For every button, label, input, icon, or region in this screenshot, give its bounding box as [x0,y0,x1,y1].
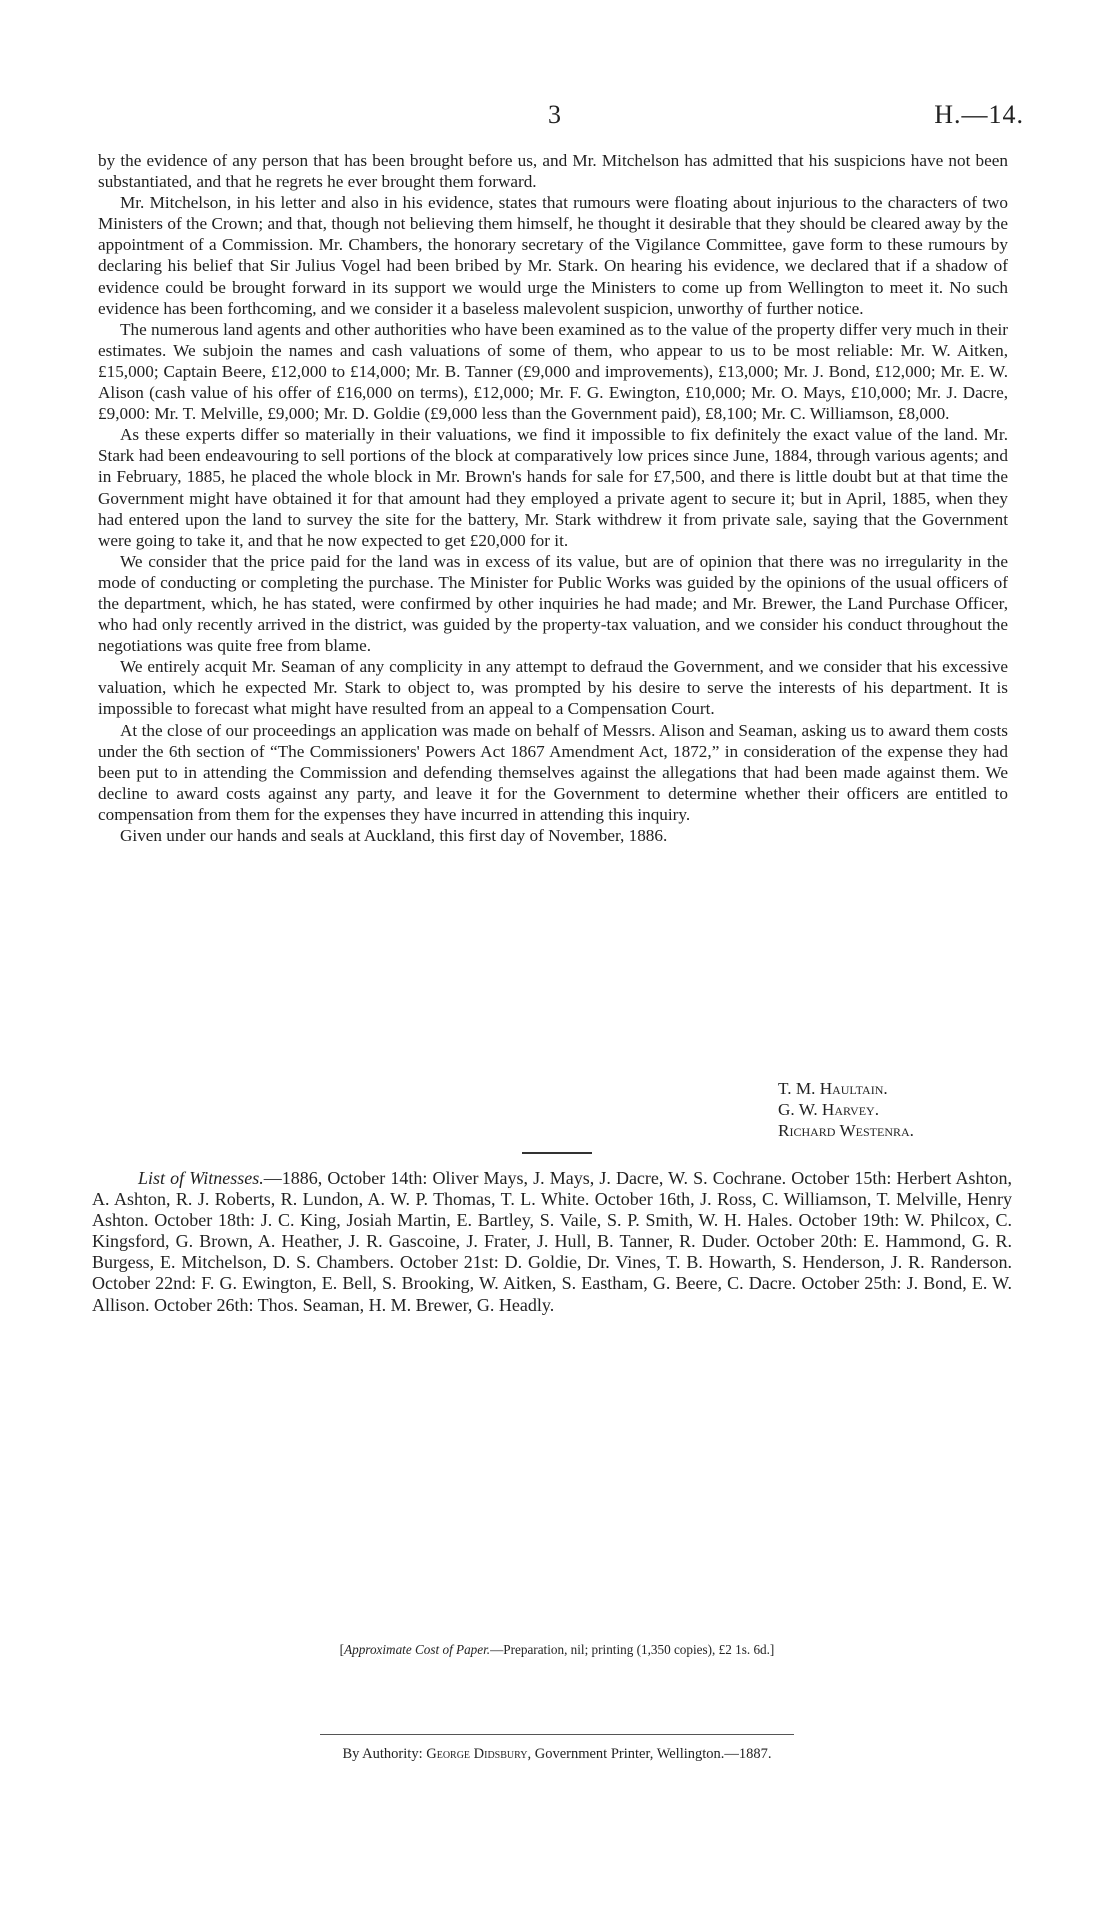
signatory: T. M. Haultain. [778,1079,888,1098]
page-header [0,100,1114,140]
paragraph: Mr. Mitchelson, in his letter and also in his evidence, states that rumours were floating about injurious to the characters of two Ministers of the Crown; and that, though not believing them himself, he thought it desirable that they should be cleared away by the appointment of a Commission. Mr. Chambers, the honorary secretary of the Vigilance Committee, gave form to these rumours by declaring his belief that Sir Julius Vogel had been bribed by Mr. Stark. On hearing his evidence, we declared that if a shadow of evidence could be brought forward in its support we would urge the Ministers to come up from Wellington to meet it. No such evidence has been forthcoming, and we consider it a baseless malevolent suspicion, unworthy of further notice. [98,193,1008,318]
section-divider [522,1152,592,1154]
printer-prefix: By Authority: [342,1746,427,1762]
cost-note-label: Approximate Cost of Paper. [344,1642,491,1657]
paragraph: As these experts differ so materially in their valuations, we find it impossible to fix definitely the exact value of the land. Mr. Stark had been endeavouring to sell portions of the block at comparatively low prices since June, 1884, through various agents; and in February, 1885, he placed the whole block in Mr. Brown's hands for sale for £7,500, and there is little doubt but at that time the Government might have obtained it for that amount had they employed a private agent to secure it; but in April, 1885, when they had entered upon the land to survey the site for the battery, Mr. Stark withdrew it from private sale, saying that the Government were going to take it, and that he now expected to get £20,000 for it. [98,425,1008,550]
witness-list-heading: List of Witnesses. [138,1168,264,1188]
signatory: G. W. Harvey. [778,1100,880,1119]
paragraph: We entirely acquit Mr. Seaman of any complicity in any attempt to defraud the Government, and we consider that his excessive valuation, which he expected Mr. Stark to object to, was prompted by his desire to serve the interests of his department. It is impossible to forecast what might have resulted from an appeal to a Compensation Court. [98,657,1008,719]
signatories [778,1078,914,1141]
cost-note [0,1642,1114,1658]
printer-suffix: , Government Printer, Wellington.—1887. [527,1746,772,1762]
report-body [98,150,1008,846]
paragraph: We consider that the price paid for the land was in excess of its value, but are of opinion that there was no irregularity in the mode of conducting or completing the purchase. The Minister for Public Works was guided by the opinions of the usual officers of the department, which, he has stated, were confirmed by other inquiries he had made; and Mr. Brewer, the Land Purchase Officer, who had only recently arrived in the district, was guided by the property-tax valuation, and we consider his conduct throughout the negotiations was quite free from blame. [98,551,1008,656]
printer-name: George Didsbury [426,1746,528,1762]
footer-divider [320,1734,794,1735]
witness-list [92,1168,1012,1316]
witness-list-text: —1886, October 14th: Oliver Mays, J. Mays, J. Dacre, W. S. Cochrane. October 15th: Herbert Ashton, A. Ashton, R. J. Roberts, R. Lundon, A. W. P. Thomas, T. L. White. October 16th, J. Ross, C. Williamson, T. Melville, Henry Ashton. October 18th: J. C. King, Josiah Martin, E. Bartley, S. Vaile, S. P. Smith, W. H. Hales. October 19th: W. Philcox, C. Kingsford, G. Brown, A. Heather, J. R. Gascoine, J. Frater, J. Hull, B. Tanner, R. Duder. October 20th: E. Hammond, G. R. Burgess, E. Mitchelson, D. S. Chambers. October 21st: D. Goldie, Dr. Vines, T. B. Howarth, S. Henderson, J. R. Randerson. October 22nd: F. G. Ewington, E. Bell, S. Brooking, W. Aitken, S. Eastham, G. Beere, C. Dacre. October 25th: J. Bond, E. W. Allison. October 26th: Thos. Seaman, H. M. Brewer, G. Headly. [92,1168,1013,1315]
document-reference: H.—14. [934,100,1024,129]
page-number: 3 [548,100,561,129]
cost-note-text: —Preparation, nil; printing (1,350 copies), £2 1s. 6d.] [490,1642,775,1657]
paragraph: At the close of our proceedings an application was made on behalf of Messrs. Alison and Seaman, asking us to award them costs under the 6th section of “The Commissioners' Powers Act 1867 Amendment Act, 1872,” in consideration of the expense they had been put to in attending the Commission and defending themselves against the allegations that had been made against them. We decline to award costs against any party, and leave it for the Government to determine whether their officers are entitled to compensation from them for the expenses they have incurred in attending this inquiry. [98,720,1008,824]
cost-note-bracket: [ [339,1642,345,1657]
signatory: Richard Westenra. [778,1121,914,1140]
paragraph: The numerous land agents and other authorities who have been examined as to the value of the property differ very much in their estimates. We subjoin the names and cash valuations of some of them, who appear to us to be most reliable: Mr. W. Aitken, £15,000; Captain Beere, £12,000 to £14,000; Mr. B. Tanner (£9,000 and improvements), £13,000; Mr. J. Bond, £12,000; Mr. E. W. Alison (cash value of his offer of £16,000 on terms), £12,000; Mr. F. G. Ewington, £10,000; Mr. O. Mays, £10,000; Mr. J. Dacre, £9,000: Mr. T. Melville, £9,000; Mr. D. Goldie (£9,000 less than the Government paid), £8,100; Mr. C. Williamson, £8,000. [98,319,1008,424]
printer-imprint [0,1746,1114,1763]
paragraph: by the evidence of any person that has been brought before us, and Mr. Mitchelson has admitted that his suspicions have not been substantiated, and that he regrets he ever brought them forward. [98,151,1008,192]
paragraph: Given under our hands and seals at Auckland, this first day of November, 1886. [120,826,668,845]
